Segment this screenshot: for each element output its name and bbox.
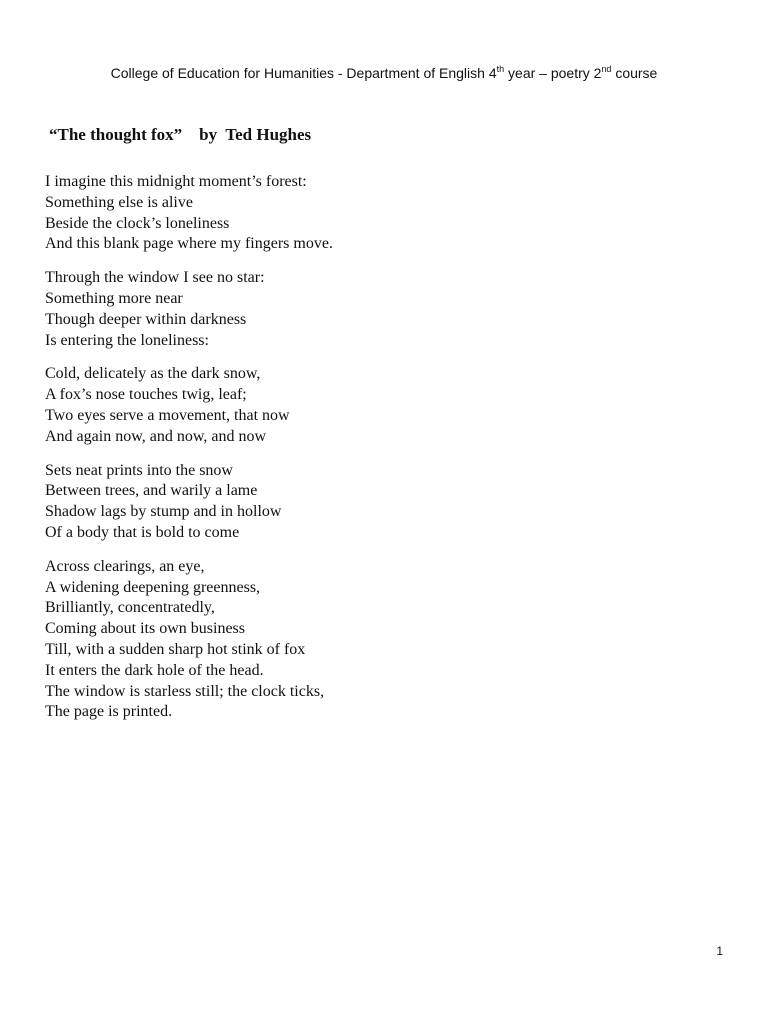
stanza-2: [45, 268, 333, 351]
header-text-part2: year – poetry 2: [504, 65, 602, 81]
poem-line: A widening deepening greenness,: [45, 578, 261, 596]
stanza-1: [45, 172, 333, 255]
poem-line: Brilliantly, concentratedly,: [45, 599, 215, 617]
stanza-3: [45, 364, 333, 447]
page-number: 1: [716, 944, 723, 958]
header-superscript-th: th: [496, 64, 505, 74]
poem-line: Though deeper within darkness: [45, 310, 247, 328]
poem-line: Cold, delicately as the dark snow,: [45, 365, 261, 383]
poem-line: Coming about its own business: [45, 620, 246, 638]
poem-line: It enters the dark hole of the head.: [45, 661, 264, 679]
poem-line: Sets neat prints into the snow: [45, 461, 233, 479]
poem-title: “The thought fox” by Ted Hughes: [49, 125, 312, 144]
poem-line: And this blank page where my fingers move.: [45, 235, 333, 253]
header-text-part3: course: [611, 65, 658, 81]
poem-line: And again now, and now, and now: [45, 427, 266, 445]
poem-line: Across clearings, an eye,: [45, 557, 205, 575]
header-superscript-nd: nd: [601, 64, 612, 74]
poem-line: Something else is alive: [45, 193, 193, 211]
stanza-4: [45, 461, 333, 544]
poem-line: Beside the clock’s loneliness: [45, 214, 230, 232]
poem-line: A fox’s nose touches twig, leaf;: [45, 386, 247, 404]
poem-line: The window is starless still; the clock ticks,: [45, 682, 325, 700]
poem-body: [45, 172, 333, 736]
poem-line: Is entering the loneliness:: [45, 331, 209, 349]
poem-line: Of a body that is bold to come: [45, 523, 240, 541]
poem-line: Till, with a sudden sharp hot stink of fox: [45, 640, 306, 658]
poem-line: I imagine this midnight moment’s forest:: [45, 173, 307, 190]
poem-line: Something more near: [45, 289, 183, 307]
document-header: [0, 63, 768, 83]
poem-line: The page is printed.: [45, 703, 173, 721]
header-text-part1: College of Education for Humanities - Department of English 4: [110, 65, 497, 81]
stanza-5: [45, 557, 333, 723]
poem-line: Between trees, and warily a lame: [45, 482, 258, 500]
poem-line: Through the window I see no star:: [45, 269, 265, 287]
poem-line: Shadow lags by stump and in hollow: [45, 503, 282, 521]
poem-line: Two eyes serve a movement, that now: [45, 406, 290, 424]
